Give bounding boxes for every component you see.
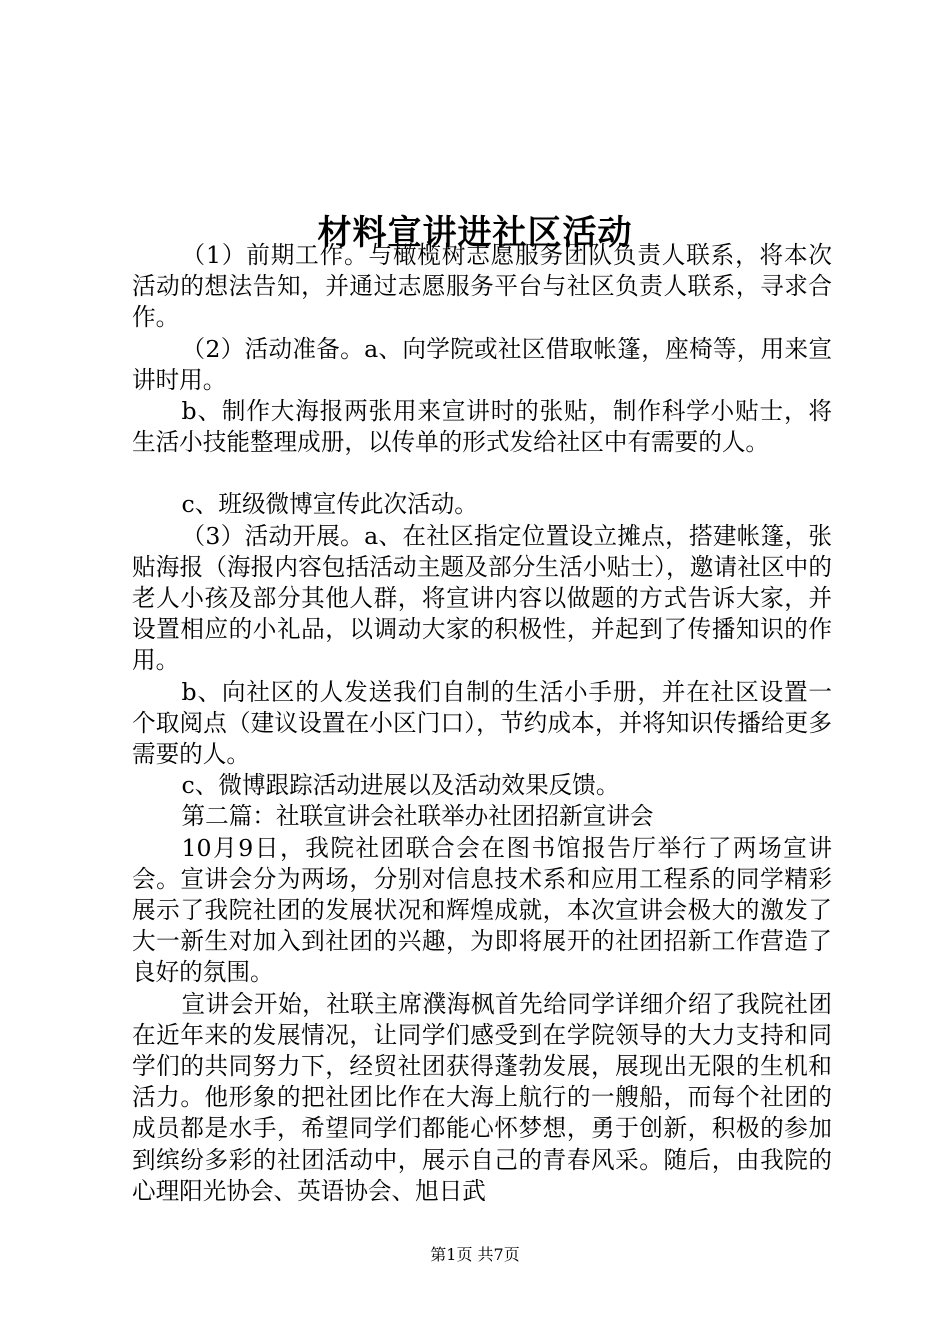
paragraph-activity-preparation: （2）活动准备。a、向学院或社区借取帐篷，座椅等，用来宣讲时用。 xyxy=(132,334,832,394)
paragraph-handbook: b、向社区的人发送我们自制的生活小手册，并在社区设置一个取阅点（建议设置在小区门口），节约成本，并将知识传播给更多需要的人。 xyxy=(132,677,832,769)
section-heading-part-two: 第二篇：社联宣讲会社联举办社团招新宣讲会 xyxy=(181,802,654,831)
paragraph-oct-9-session: 10月9日，我院社团联合会在图书馆报告厅举行了两场宣讲会。宣讲会分为两场，分别对信息技术系和应用工程系的同学精彩展示了我院社团的发展状况和辉煌成就，本次宣讲会极大的激发了大一新生对加入到社团的兴趣，为即将展开的社团招新工作营造了良好的氛围。 xyxy=(132,833,832,987)
document-body xyxy=(132,240,832,1207)
paragraph-activity-launch: （3）活动开展。a、在社区指定位置设立摊点，搭建帐篷，张贴海报（海报内容包括活动主题及部分生活小贴士），邀请社区中的老人小孩及部分其他人群，将宣讲内容以做题的方式告诉大家，并设置相应的小礼品，以调动大家的积极性，并起到了传播知识的作用。 xyxy=(132,521,832,675)
paragraph-weibo-tracking: c、微博跟踪活动进展以及活动效果反馈。 xyxy=(181,771,620,800)
paragraph-class-weibo: c、班级微博宣传此次活动。 xyxy=(181,490,478,519)
paragraph-preliminary-work: （1）前期工作。与橄榄树志愿服务团队负责人联系，将本次活动的想法告知，并通过志愿服务平台与社区负责人联系，寻求合作。 xyxy=(132,241,832,332)
page-footer: 第1页 共7页 xyxy=(430,1245,520,1264)
paragraph-posters-booklet: b、制作大海报两张用来宣讲时的张贴，制作科学小贴士，将生活小技能整理成册，以传单的形式发给社区中有需要的人。 xyxy=(132,397,832,457)
page-title: 材料宣讲进社区活动 xyxy=(317,212,633,253)
paragraph-chairman-speech: 宣讲会开始，社联主席濮海枫首先给同学详细介绍了我院社团在近年来的发展情况，让同学们感受到在学院领导的大力支持和同学们的共同努力下，经贸社团获得蓬勃发展，展现出无限的生机和活力。他形象的把社团比作在大海上航行的一艘船，而每个社团的成员都是水手，希望同学们都能心怀梦想，勇于创新，积极的参加到缤纷多彩的社团活动中，展示自己的青春风采。随后，由我院的心理阳光协会、英语协会、旭日武 xyxy=(132,989,832,1205)
